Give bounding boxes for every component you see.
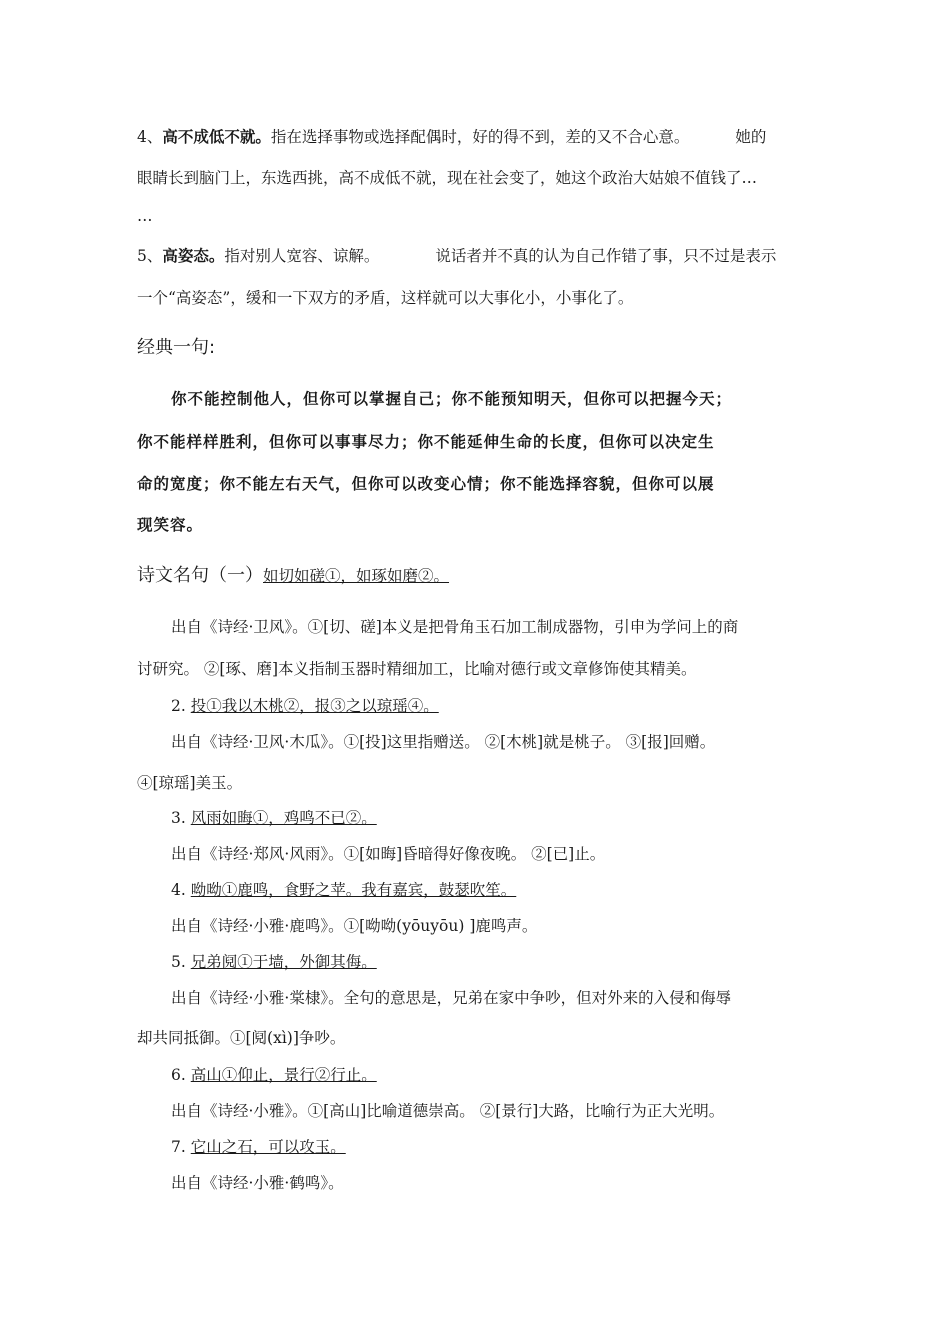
poem-2-source-line-1: 出自《诗经·卫风·木瓜》。①[投]这里指赠送。 ②[木桃]就是桃子。 ③[报]回赠。 — [171, 733, 716, 751]
poem-2-verse-line — [171, 696, 851, 716]
poem-5-source-line-2: 却共同抵御。①[阋(xì)]争吵。 — [137, 1029, 346, 1047]
idiom-5-number: 5、 — [137, 247, 163, 265]
classic-quote-line-3: 命的宽度；你不能左右天气，但你可以改变心情；你不能选择容貌，但你可以展 — [137, 474, 715, 493]
idiom-4-definition: 指在选择事物或选择配偶时，好的得不到，差的又不合心意。 — [270, 128, 690, 146]
idiom-5-term: 高姿态。 — [162, 246, 225, 265]
poem-3-source-line-1: 出自《诗经·郑风·风雨》。①[如晦]昏暗得好像夜晚。 ②[已]止。 — [171, 845, 606, 863]
poem-5-source-line-1: 出自《诗经·小雅·棠棣》。全句的意思是，兄弟在家中争吵，但对外来的入侵和侮辱 — [171, 989, 732, 1007]
poem-6-source-line-1: 出自《诗经·小雅》。①[高山]比喻道德崇高。 ②[景行]大路，比喻行为正大光明。 — [171, 1102, 725, 1120]
idiom-4-line — [137, 127, 817, 147]
classic-heading: 经典一句: — [137, 337, 216, 358]
poem-1-source-line-2: 讨研究。 ②[琢、磨]本义指制玉器时精细加工，比喻对德行或文章修饰使其精美。 — [137, 660, 697, 678]
poem-5-number: 5. — [171, 953, 186, 971]
poem-2-source-line-2: ④[琼瑶]美玉。 — [137, 774, 243, 792]
poem-5-verse: 兄弟阋①于墙，外御其侮。 — [190, 953, 377, 971]
idiom-4-example-line: 眼睛长到脑门上，东选西挑，高不成低不就，现在社会变了，她这个政治大姑娘不值钱了… — [137, 169, 758, 187]
poem-6-verse: 高山①仰止，景行②行止。 — [190, 1066, 377, 1084]
poem-4-source-line-1: 出自《诗经·小雅·鹿鸣》。①[呦呦(yōuyōu) ]鹿鸣声。 — [171, 917, 538, 935]
poems-heading-line — [137, 564, 817, 588]
idiom-5-definition: 指对别人宽容、谅解。 — [224, 247, 380, 265]
idiom-5-example-start: 说话者并不真的认为自己作错了事，只不过是表示 — [435, 247, 777, 265]
poem-1-source-line-1: 出自《诗经·卫风》。①[切、磋]本义是把骨角玉石加工制成器物，引申为学问上的商 — [171, 618, 739, 636]
idiom-5-line — [137, 246, 817, 266]
classic-quote-line-1: 你不能控制他人，但你可以掌握自己；你不能预知明天，但你可以把握今天； — [171, 389, 733, 408]
poem-7-verse: 它山之石，可以攻玉。 — [190, 1138, 346, 1156]
idiom-4-number: 4、 — [137, 128, 163, 146]
classic-quote-line-4: 现笑容。 — [137, 515, 204, 534]
poem-1-verse: 如切如磋①，如琢如磨②。 — [263, 567, 450, 585]
poem-4-number: 4. — [171, 881, 186, 899]
poem-3-number: 3. — [171, 809, 186, 827]
idiom-4-term: 高不成低不就。 — [162, 127, 271, 146]
poem-7-number: 7. — [171, 1138, 186, 1156]
poem-6-number: 6. — [171, 1066, 186, 1084]
poem-3-verse: 风雨如晦①，鸡鸣不已②。 — [190, 809, 377, 827]
poem-2-verse: 投①我以木桃②，报③之以琼瑶④。 — [190, 697, 439, 715]
poem-3-verse-line — [171, 808, 851, 828]
poem-5-verse-line — [171, 952, 851, 972]
poem-6-verse-line — [171, 1065, 851, 1085]
classic-quote-line-2: 你不能样样胜利，但你可以事事尽力；你不能延伸生命的长度，但你可以决定生 — [137, 432, 715, 451]
poem-7-source-line-1: 出自《诗经·小雅·鹤鸣》。 — [171, 1174, 344, 1192]
poem-7-verse-line — [171, 1137, 851, 1157]
idiom-5-example-line: 一个“高姿态”，缓和一下双方的矛盾，这样就可以大事化小，小事化了。 — [137, 289, 634, 307]
idiom-4-example-start: 她的 — [735, 128, 767, 146]
poem-4-verse: 呦呦①鹿鸣，食野之苹。我有嘉宾，鼓瑟吹笙。 — [190, 881, 517, 899]
poem-4-verse-line — [171, 880, 851, 900]
poems-heading: 诗文名句（一） — [137, 565, 263, 586]
idiom-4-example-tail: … — [137, 207, 153, 225]
poem-2-number: 2. — [171, 697, 186, 715]
